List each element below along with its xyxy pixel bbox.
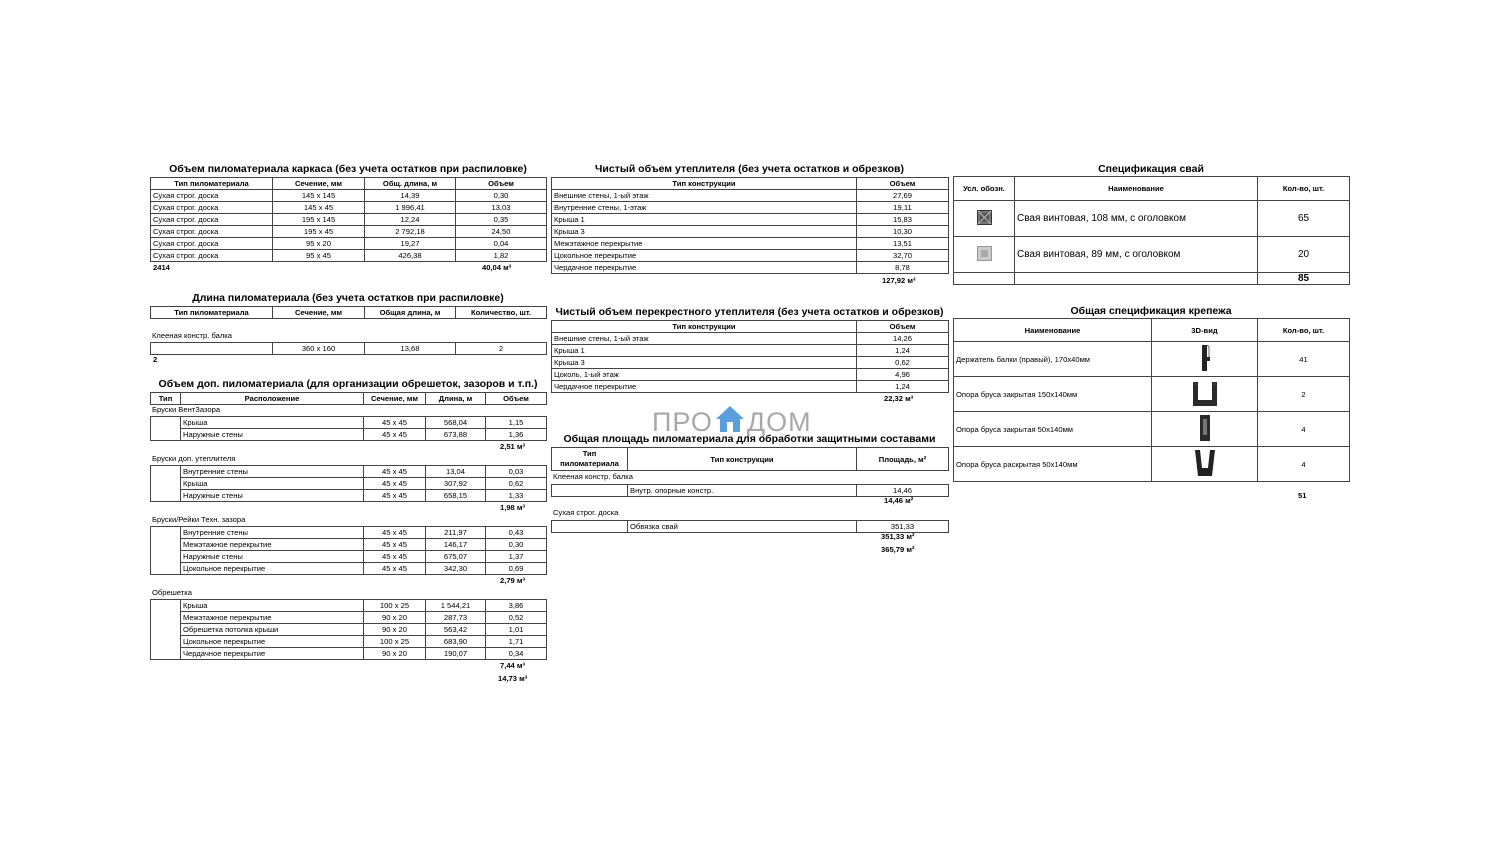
table-row xyxy=(151,478,547,490)
table-row xyxy=(954,201,1350,237)
perekr-title: Чистый объем перекрестного утеплителя (без учета остатков и обрезков) xyxy=(555,306,944,318)
cell: Внутр. опорные констр. xyxy=(628,485,857,497)
svai-total: 85 xyxy=(1258,273,1350,285)
table-row xyxy=(954,342,1350,377)
dop-header-row xyxy=(151,393,547,405)
dlina-table xyxy=(150,306,547,319)
dop-grand-total: 14,73 м³ xyxy=(498,674,528,683)
cell: 10,30 xyxy=(857,226,949,238)
cell: 14,26 xyxy=(857,333,949,345)
ploshad-header-row xyxy=(552,448,949,471)
cell: Крыша 3 xyxy=(552,226,857,238)
cell: 146,17 xyxy=(426,539,486,551)
svai-total-row xyxy=(954,273,1350,285)
cell: 342,30 xyxy=(426,563,486,575)
cell: 20 xyxy=(1258,237,1350,273)
cell: 13,68 xyxy=(365,343,456,355)
karkas-total: 40,04 м³ xyxy=(482,263,512,272)
cell xyxy=(151,417,181,441)
cell: 0,35 xyxy=(456,214,547,226)
utepl-header-type: Тип конструкции xyxy=(552,178,857,190)
table-row xyxy=(552,262,949,274)
cell: 45 x 45 xyxy=(364,563,426,575)
cell: 45 x 45 xyxy=(364,527,426,539)
cell: 45 x 45 xyxy=(364,417,426,429)
table-row xyxy=(151,429,547,441)
cell: 2 xyxy=(1258,377,1350,412)
cell: 32,70 xyxy=(857,250,949,262)
cell: 1 996,41 xyxy=(365,202,456,214)
cell: Чердачное перекрытие xyxy=(181,648,364,660)
cell: 90 x 20 xyxy=(364,648,426,660)
table-row xyxy=(151,250,547,262)
cell: Опора бруса закрытая 150x140мм xyxy=(954,377,1152,412)
table-row xyxy=(552,381,949,393)
cell: Цокольное перекрытие xyxy=(552,250,857,262)
cell: 0,52 xyxy=(486,612,547,624)
cell: 1,15 xyxy=(486,417,547,429)
cell: 0,30 xyxy=(456,190,547,202)
cell: Сухая строг. доска xyxy=(151,238,273,250)
cell: 45 x 45 xyxy=(364,478,426,490)
cell: 41 xyxy=(1258,342,1350,377)
table-row xyxy=(552,357,949,369)
cell: 658,15 xyxy=(426,490,486,502)
cell: 13,51 xyxy=(857,238,949,250)
svai-header-qty: Кол-во, шт. xyxy=(1258,177,1350,201)
karkas-header-type: Тип пиломатериала xyxy=(151,178,273,190)
cell: Цокольное перекрытие xyxy=(181,636,364,648)
cell: Чердачное перекрытие xyxy=(552,262,857,274)
svai-title: Спецификация свай xyxy=(1098,163,1204,175)
cell: Внутренние стены xyxy=(181,466,364,478)
dop-header-length: Длина, м xyxy=(426,393,486,405)
cell: 13,03 xyxy=(456,202,547,214)
karkas-header-volume: Объем xyxy=(456,178,547,190)
dop-header-table xyxy=(150,392,547,405)
table-row xyxy=(552,190,949,202)
logo-right-text: ДОМ xyxy=(746,407,812,437)
cell: 14,46 xyxy=(857,485,949,497)
dlina-count: 2 xyxy=(153,355,158,364)
cell: 675,07 xyxy=(426,551,486,563)
dop-group-total: 2,79 м³ xyxy=(500,576,526,585)
cell: Наружные стены xyxy=(181,551,364,563)
ploshad-header-construction: Тип конструкции xyxy=(628,448,857,471)
table-row xyxy=(552,345,949,357)
cell: Межэтажное перекрытие xyxy=(552,238,857,250)
table-row xyxy=(954,377,1350,412)
closed-support-narrow-icon xyxy=(1152,412,1258,447)
karkas-count: 2414 xyxy=(153,263,170,272)
cell: Крыша 3 xyxy=(552,357,857,369)
cell: Крыша 1 xyxy=(552,214,857,226)
utepl-header-volume: Объем xyxy=(857,178,949,190)
dlina-header-length: Общая длина, м xyxy=(365,307,456,319)
closed-support-wide-icon xyxy=(1152,377,1258,412)
karkas-header-row xyxy=(151,178,547,190)
dop-group-table xyxy=(150,465,547,502)
cell: 3,86 xyxy=(486,600,547,612)
ploshad-header-type: Тип пиломатериала xyxy=(552,448,628,471)
perekr-header-type: Тип конструкции xyxy=(552,321,857,333)
cell: 95 x 45 xyxy=(273,250,365,262)
cell: 1,36 xyxy=(486,429,547,441)
table-row xyxy=(151,466,547,478)
cell: 351,33 xyxy=(857,521,949,533)
ploshad-group-total: 14,46 м² xyxy=(884,496,914,505)
dop-header-location: Расположение xyxy=(181,393,364,405)
dop-group-total: 7,44 м³ xyxy=(500,661,526,670)
table-row xyxy=(954,237,1350,273)
cell xyxy=(552,521,628,533)
cell: 1 544,21 xyxy=(426,600,486,612)
cell: 1,33 xyxy=(486,490,547,502)
cell: Обрешетка потолка крыши xyxy=(181,624,364,636)
cell: Внутренние стены, 1-этаж xyxy=(552,202,857,214)
table-row xyxy=(151,648,547,660)
krepezh-header-3d: 3D-вид xyxy=(1152,319,1258,342)
cell: Сухая строг. доска xyxy=(151,250,273,262)
cell: Обвязка свай xyxy=(628,521,857,533)
cell xyxy=(1015,273,1258,285)
cell: 12,24 xyxy=(365,214,456,226)
table-row xyxy=(552,521,949,533)
cell: Сухая строг. доска xyxy=(151,226,273,238)
cell: 0,43 xyxy=(486,527,547,539)
cell: 15,83 xyxy=(857,214,949,226)
cell: 19,27 xyxy=(365,238,456,250)
cell: 0,69 xyxy=(486,563,547,575)
cell: 1,01 xyxy=(486,624,547,636)
cell: 90 x 20 xyxy=(364,612,426,624)
pile-89-icon xyxy=(954,237,1015,273)
table-row xyxy=(151,624,547,636)
cell: 27,69 xyxy=(857,190,949,202)
dlina-row-table xyxy=(150,342,547,355)
krepezh-header-name: Наименование xyxy=(954,319,1152,342)
cell: Сухая строг. доска xyxy=(151,202,273,214)
dlina-header-type: Тип пиломатериала xyxy=(151,307,273,319)
ploshad-grand-total: 365,79 м² xyxy=(881,545,915,554)
cell: 0,30 xyxy=(486,539,547,551)
cell: Цокольное перекрытие xyxy=(181,563,364,575)
cell: 0,03 xyxy=(486,466,547,478)
krepezh-table xyxy=(953,318,1350,482)
perekr-table xyxy=(551,320,949,393)
cell xyxy=(151,600,181,660)
cell: Опора бруса раскрытая 50x140мм xyxy=(954,447,1152,482)
table-row xyxy=(151,612,547,624)
cell xyxy=(954,273,1015,285)
cell: Крыша xyxy=(181,600,364,612)
cell: 673,88 xyxy=(426,429,486,441)
cell: 360 x 160 xyxy=(273,343,365,355)
logo-left-text: ПРО xyxy=(652,407,713,437)
dop-header-section: Сечение, мм xyxy=(364,393,426,405)
karkas-table xyxy=(150,177,547,262)
cell: 14,39 xyxy=(365,190,456,202)
dop-header-volume: Объем xyxy=(486,393,547,405)
table-row xyxy=(151,551,547,563)
beam-holder-icon xyxy=(1152,342,1258,377)
table-row xyxy=(151,343,547,355)
cell: Наружные стены xyxy=(181,490,364,502)
dop-group-label: Бруски/Рейки Техн. зазора xyxy=(152,515,246,524)
cell: Внутренние стены xyxy=(181,527,364,539)
dop-group-label: Обрешетка xyxy=(152,588,192,597)
utepl-table xyxy=(551,177,949,274)
table-row xyxy=(151,636,547,648)
table-row xyxy=(151,202,547,214)
cell xyxy=(151,527,181,575)
table-row xyxy=(151,490,547,502)
krepezh-total: 51 xyxy=(1298,491,1307,500)
open-support-icon xyxy=(1152,447,1258,482)
cell: 4,96 xyxy=(857,369,949,381)
ploshad-header-area: Площадь, м² xyxy=(857,448,949,471)
table-row xyxy=(151,563,547,575)
cell: 195 x 45 xyxy=(273,226,365,238)
cell: 45 x 45 xyxy=(364,490,426,502)
cell: Цоколь, 1-ый этаж xyxy=(552,369,857,381)
karkas-header-length: Общ. длина, м xyxy=(365,178,456,190)
cell: 95 x 20 xyxy=(273,238,365,250)
cell: Внешние стены, 1-ый этаж xyxy=(552,190,857,202)
svai-header-row xyxy=(954,177,1350,201)
svai-table xyxy=(953,176,1350,285)
cell: 0,62 xyxy=(486,478,547,490)
cell: Межэтажное перекрытие xyxy=(181,539,364,551)
cell: 1,24 xyxy=(857,381,949,393)
cell: Крыша xyxy=(181,417,364,429)
cell xyxy=(151,343,273,355)
dop-header-type: Тип xyxy=(151,393,181,405)
utepl-header-row xyxy=(552,178,949,190)
cell: 45 x 45 xyxy=(364,466,426,478)
cell: 19,11 xyxy=(857,202,949,214)
cell: 0,34 xyxy=(486,648,547,660)
cell: Внешние стены, 1-ый этаж xyxy=(552,333,857,345)
krepezh-header-row xyxy=(954,319,1350,342)
cell: 195 x 145 xyxy=(273,214,365,226)
table-row xyxy=(151,214,547,226)
utepl-title: Чистый объем утеплителя (без учета остатков и обрезков) xyxy=(595,163,904,175)
cell xyxy=(151,466,181,502)
cell: 45 x 45 xyxy=(364,551,426,563)
cell: Наружные стены xyxy=(181,429,364,441)
table-row xyxy=(552,485,949,497)
cell: 568,04 xyxy=(426,417,486,429)
ploshad-table xyxy=(551,447,949,471)
table-row xyxy=(151,417,547,429)
dlina-header-row xyxy=(151,307,547,319)
table-row xyxy=(552,250,949,262)
dop-group-table xyxy=(150,599,547,660)
cell: Свая винтовая, 89 мм, с оголовком xyxy=(1015,237,1258,273)
cell: 683,90 xyxy=(426,636,486,648)
cell: 100 x 25 xyxy=(364,600,426,612)
table-row xyxy=(151,238,547,250)
ploshad-title: Общая площадь пиломатериала для обработки защитными составами xyxy=(563,433,936,445)
cell: 45 x 45 xyxy=(364,539,426,551)
cell: Чердачное перекрытие xyxy=(552,381,857,393)
dlina-header-section: Сечение, мм xyxy=(273,307,365,319)
cell: 563,42 xyxy=(426,624,486,636)
dlina-group-label: Клееная констр. балка xyxy=(152,331,233,340)
table-row xyxy=(552,202,949,214)
cell: Крыша 1 xyxy=(552,345,857,357)
dlina-title: Длина пиломатериала (без учета остатков при распиловке) xyxy=(192,292,504,304)
cell: 211,97 xyxy=(426,527,486,539)
perekr-header-row xyxy=(552,321,949,333)
svai-header-name: Наименование xyxy=(1015,177,1258,201)
cell: Держатель балки (правый), 170x40мм xyxy=(954,342,1152,377)
table-row xyxy=(552,238,949,250)
ploshad-group-label: Сухая строг. доска xyxy=(553,508,619,517)
cell: Опора бруса закрытая 50x140мм xyxy=(954,412,1152,447)
table-row xyxy=(552,333,949,345)
cell xyxy=(552,485,628,497)
dlina-header-qty: Количество, шт. xyxy=(456,307,547,319)
cell: 24,50 xyxy=(456,226,547,238)
cell: 90 x 20 xyxy=(364,624,426,636)
table-row xyxy=(552,226,949,238)
cell: Сухая строг. доска xyxy=(151,214,273,226)
cell: Сухая строг. доска xyxy=(151,190,273,202)
table-row xyxy=(151,600,547,612)
cell: 1,37 xyxy=(486,551,547,563)
dop-title: Объем доп. пиломатериала (для организации обрешеток, зазоров и т.п.) xyxy=(158,378,538,390)
perekr-total: 22,32 м³ xyxy=(884,394,914,403)
dop-group-label: Бруски доп. утеплителя xyxy=(152,454,236,463)
dop-group-total: 2,51 м³ xyxy=(500,442,526,451)
cell: 65 xyxy=(1258,201,1350,237)
krepezh-title: Общая спецификация крепежа xyxy=(1070,305,1232,317)
cell: 0,62 xyxy=(857,357,949,369)
ploshad-group-total: 351,33 м² xyxy=(881,532,915,541)
table-row xyxy=(151,539,547,551)
ploshad-group-label: Клееная констр. балка xyxy=(553,472,634,481)
cell: 2 792,18 xyxy=(365,226,456,238)
cell: 4 xyxy=(1258,412,1350,447)
table-row xyxy=(151,527,547,539)
pile-108-icon xyxy=(954,201,1015,237)
cell: 4 xyxy=(1258,447,1350,482)
utepl-total: 127,92 м³ xyxy=(882,276,916,285)
dop-group-table xyxy=(150,416,547,441)
cell: Свая винтовая, 108 мм, с оголовком xyxy=(1015,201,1258,237)
dop-group-label: Бруски ВентЗазора xyxy=(152,405,221,414)
dop-group-total: 1,98 м³ xyxy=(500,503,526,512)
table-row xyxy=(552,214,949,226)
cell: 426,38 xyxy=(365,250,456,262)
cell: 145 x 145 xyxy=(273,190,365,202)
cell: 190,07 xyxy=(426,648,486,660)
cell: 2 xyxy=(456,343,547,355)
table-row xyxy=(954,412,1350,447)
karkas-title: Объем пиломатериала каркаса (без учета остатков при распиловке) xyxy=(169,163,527,175)
cell: 307,92 xyxy=(426,478,486,490)
table-row xyxy=(151,226,547,238)
cell: 145 x 45 xyxy=(273,202,365,214)
cell: 45 x 45 xyxy=(364,429,426,441)
cell: 1,71 xyxy=(486,636,547,648)
cell: 287,73 xyxy=(426,612,486,624)
table-row xyxy=(151,190,547,202)
karkas-header-section: Сечение, мм xyxy=(273,178,365,190)
cell: 1,82 xyxy=(456,250,547,262)
cell: 13,04 xyxy=(426,466,486,478)
svai-header-symbol: Усл. обозн. xyxy=(954,177,1015,201)
table-row xyxy=(552,369,949,381)
perekr-header-volume: Объем xyxy=(857,321,949,333)
cell: 8,78 xyxy=(857,262,949,274)
cell: 100 x 25 xyxy=(364,636,426,648)
table-row xyxy=(954,447,1350,482)
cell: 0,04 xyxy=(456,238,547,250)
dop-group-table xyxy=(150,526,547,575)
krepezh-header-qty: Кол-во, шт. xyxy=(1258,319,1350,342)
cell: Межэтажное перекрытие xyxy=(181,612,364,624)
cell: 1,24 xyxy=(857,345,949,357)
cell: Крыша xyxy=(181,478,364,490)
